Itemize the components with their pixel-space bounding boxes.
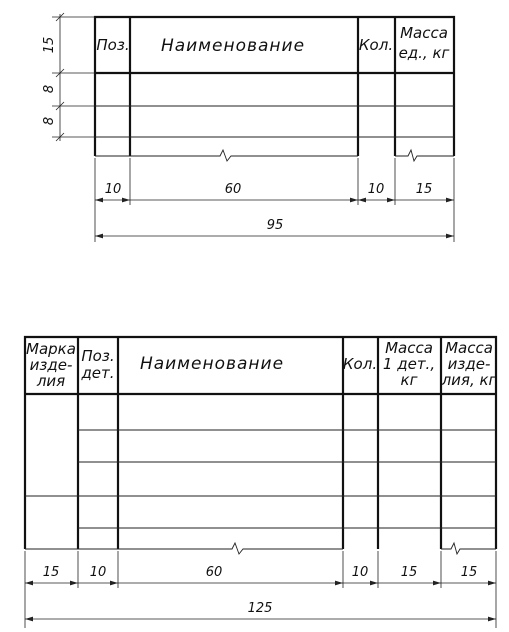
table-1-header-mass-line2: ед., кг xyxy=(398,44,450,62)
table-2-col-width: 15 xyxy=(400,565,418,580)
table-2-header-mass-item-line2: изде- xyxy=(447,355,491,373)
table-1-header-mass-line1: Масса xyxy=(400,24,448,42)
table-2-total-width: 125 xyxy=(247,601,273,616)
table-2-header-mark-line2: изде- xyxy=(29,356,73,374)
table-2-header-mass-part-line3: кг xyxy=(400,371,418,389)
table-1-col-width: 60 xyxy=(224,182,242,197)
table-2-header-qty: Кол. xyxy=(342,355,378,373)
table-1-col-width: 15 xyxy=(415,182,433,197)
table-2-col-width: 10 xyxy=(89,565,107,580)
table-2-col-width: 60 xyxy=(205,565,223,580)
table-2-col-width: 10 xyxy=(351,565,369,580)
table-1-header-name: Наименование xyxy=(160,36,306,56)
table-2-break-line xyxy=(441,543,496,554)
table-2 xyxy=(25,337,497,628)
table-1-row-height: 8 xyxy=(42,116,57,126)
table-1 xyxy=(42,13,454,242)
table-1-header-pos: Поз. xyxy=(96,36,130,54)
table-2-header-mark-line3: лия xyxy=(36,372,66,390)
table-1-header-qty: Кол. xyxy=(358,36,394,54)
table-2-header-name: Наименование xyxy=(139,354,285,374)
table-1-row-height-header: 15 xyxy=(42,36,57,54)
table-2-header-mass-part-line2: 1 дет., xyxy=(382,355,436,373)
table-1-break-line xyxy=(95,150,358,161)
table-1-break-line xyxy=(395,150,454,161)
table-2-header-mass-item-line1: Масса xyxy=(445,339,493,357)
table-2-header-mass-item-line3: лия, кг xyxy=(441,371,497,389)
table-2-header-pos-line1: Поз. xyxy=(81,347,115,365)
table-2-col-width: 15 xyxy=(460,565,478,580)
table-2-header-mass-part-line1: Масса xyxy=(385,339,433,357)
table-1-total-width: 95 xyxy=(266,218,284,233)
table-1-col-width: 10 xyxy=(104,182,122,197)
table-1-col-width: 10 xyxy=(367,182,385,197)
table-2-header-pos-line2: дет. xyxy=(81,364,115,382)
table-2-break-line xyxy=(25,543,343,554)
table-2-header-mark-line1: Марка xyxy=(26,340,76,358)
table-1-row-height: 8 xyxy=(42,84,57,94)
table-2-col-width: 15 xyxy=(42,565,60,580)
